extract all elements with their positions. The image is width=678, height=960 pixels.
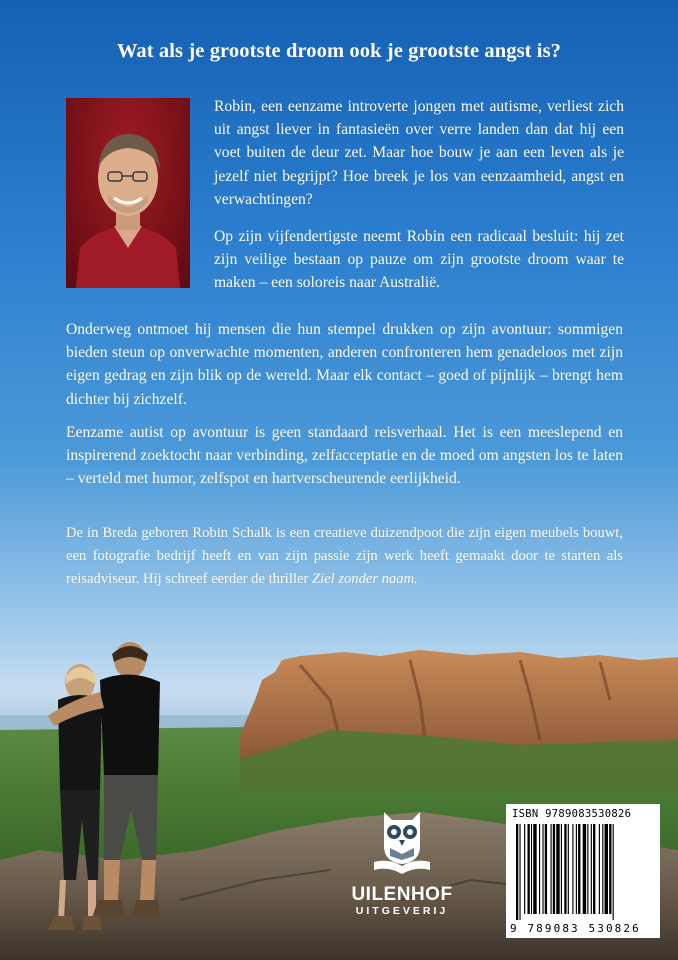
- barcode-bar: [578, 824, 580, 914]
- headline: Wat als je grootste droom ook je grootste angst is?: [116, 40, 562, 62]
- previous-book-title: Ziel zonder naam.: [311, 571, 418, 587]
- barcode-bar: [556, 824, 559, 914]
- barcode-bar: [545, 824, 547, 914]
- author-bio-text: De in Breda geboren Robin Schalk is een creatieve duizendpoot die zijn eigen meubels bouwt, een fotografie bedrijf heeft en van zijn passie zijn werk heeft gemaakt door te starten als reisadviseur. Hij schreef eerder de thriller: [66, 525, 623, 587]
- barcode-bars: [516, 824, 656, 920]
- hikers-silhouette: [48, 642, 160, 930]
- barcode-bar: [609, 824, 611, 914]
- barcode-bar: [583, 824, 586, 914]
- isbn-label: ISBN 9789083530826: [512, 808, 632, 820]
- barcode-bar: [564, 824, 566, 914]
- barcode-bar: [599, 824, 600, 914]
- barcode-bar: [605, 824, 608, 914]
- barcode-bar: [551, 824, 552, 914]
- publisher-subtitle: UITGEVERIJ: [355, 905, 449, 917]
- barcode-bar: [587, 824, 588, 914]
- barcode-bar: [593, 824, 595, 914]
- isbn-barcode: [506, 804, 660, 938]
- barcode-bar: [561, 824, 562, 914]
- blurb-paragraph-1: Robin, een eenzame introverte jongen met autisme, verliest zich uit angst liever in fantasieën over verre landen dan dat hij een voet buiten de deur zet. Maar hoe bouw je aan een leven als je jezelf niet begrijpt? Hoe breek je los van eenzaamheid, angst en verwachtingen?: [214, 98, 624, 208]
- publisher-name: UILENHOF: [351, 884, 453, 905]
- barcode-bar: [553, 824, 555, 914]
- barcode-bar: [519, 824, 520, 920]
- blurb-paragraph-2: Op zijn vijfendertigste neemt Robin een radicaal besluit: hij zet zijn veilige bestaan op pauze om zijn grootste droom waar te maken – een soloreis naar Australië.: [214, 228, 624, 292]
- blurb-paragraph-4: Eenzame autist op avontuur is geen standaard reisverhaal. Het is een meeslepend en inspirerend zoektocht naar verbinding, zelfacceptatie en de moed om angsten los te laten – verteld met humor, zelfspot en hartverscheurende eerlijkheid.: [66, 424, 623, 488]
- isbn-digits: 9 789083 530826: [510, 922, 641, 935]
- barcode-bar: [533, 824, 536, 914]
- publisher-logo: [342, 806, 462, 917]
- barcode-bar: [602, 824, 603, 914]
- barcode-bar: [572, 824, 573, 914]
- blurb-paragraph-3: Onderweg ontmoet hij mensen die hun stempel drukken op zijn avontuur: sommigen bieden steun op onverwachte momenten, anderen confronteren hem genadeloos met zijn eigen gedrag en zijn blik op de wereld. Maar elk contact – goed of pijnlijk – brengt hem dichter bij zichzelf.: [66, 321, 623, 408]
- barcode-bar: [568, 824, 569, 914]
- barcode-bar: [528, 824, 530, 914]
- barcode-bar: [613, 824, 614, 920]
- barcode-bar: [516, 824, 518, 920]
- author-photo: [66, 98, 190, 288]
- author-bio: [66, 522, 623, 591]
- barcode-bar: [539, 824, 540, 914]
- barcode-bar: [524, 824, 525, 914]
- barcode-bar: [531, 824, 532, 914]
- owl-icon: [372, 806, 432, 876]
- barcode-bar: [591, 824, 592, 914]
- barcode-bar: [576, 824, 577, 914]
- barcode-bar: [542, 824, 543, 914]
